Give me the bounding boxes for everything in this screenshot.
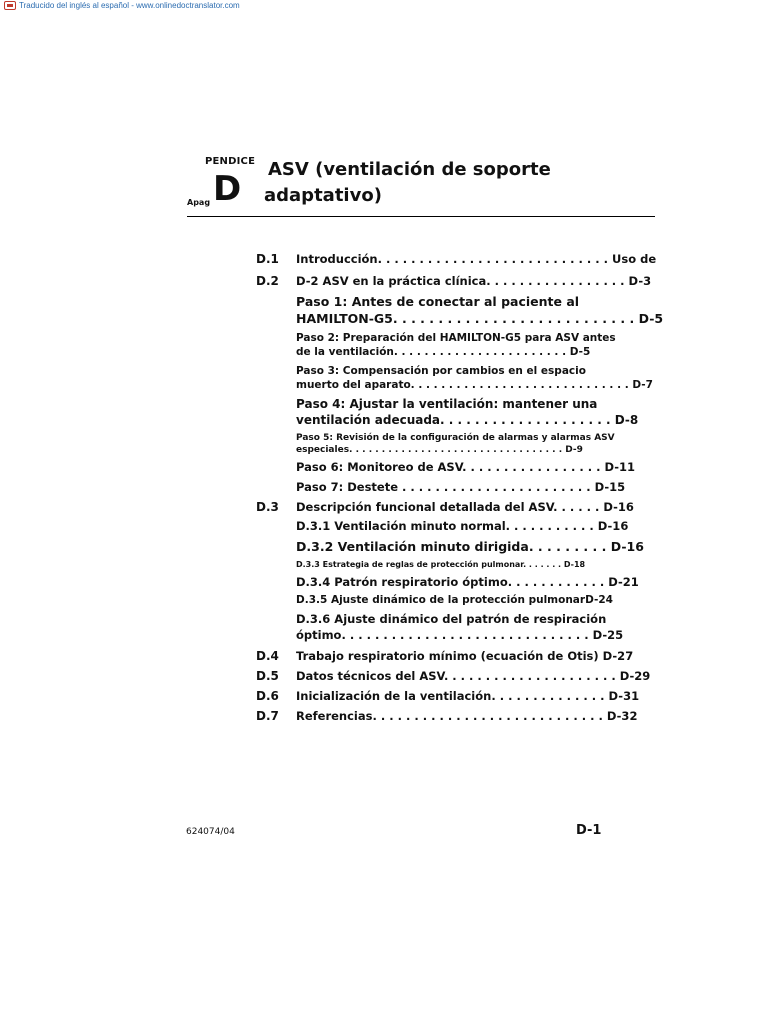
toc-entry-text [296,432,616,456]
toc-entry-text [296,364,653,392]
toc-entry-number: D.7 [256,709,279,723]
translator-banner-text[interactable]: Traducido del inglés al español - www.onlinedoctranslator.com [19,0,240,10]
toc-entry-line: Paso 6: Monitoreo de ASV. . . . . . . . . . . . . . . . . D-11 [296,460,635,474]
page-title [264,157,551,209]
toc-entry-text [296,708,637,724]
toc-entry-line: Datos técnicos del ASV. . . . . . . . . . . . . . . . . . . . . D-29 [296,669,651,683]
toc-entry-line: D.3.1 Ventilación minuto normal. . . . . . . . . . . D-16 [296,519,629,533]
toc-entry-line: Paso 3: Compensación por cambios en el espacio [296,365,586,377]
toc-entry [256,273,652,289]
toc-entry [256,364,653,392]
toc-entry-line: de la ventilación. . . . . . . . . . . . . . . . . . . . . . . D-5 [296,346,591,358]
toc-entry-text [296,559,616,570]
toc-entry [256,574,639,590]
toc-entry-text [296,331,616,359]
toc-entry-number: D.5 [256,669,279,683]
toc-entry-text [296,688,639,704]
toc-entry-line: Paso 5: Revisión de la configuración de alarmas y alarmas ASV [296,433,615,443]
page-number: D-1 [576,823,602,838]
toc-entry [256,331,616,359]
toc-entry [256,668,651,684]
toc-entry-number: D.3 [256,500,279,514]
appendix-word: PENDICE [205,156,256,167]
toc-entry-line: muerto del aparato. . . . . . . . . . . . . . . . . . . . . . . . . . . . . D-7 [296,379,653,391]
page-title-line-1: ASV (ventilación de soporte [268,159,551,180]
translator-logo-icon [4,1,16,10]
toc-entry-line: óptimo. . . . . . . . . . . . . . . . . . . . . . . . . . . . . . D-25 [296,628,624,642]
toc-entry-line: D.3.6 Ajuste dinámico del patrón de respiración [296,612,607,626]
toc-entry-text [296,518,628,534]
toc-entry-text [296,668,650,684]
toc-entry-number: D.2 [256,274,279,288]
toc-entry-line: Inicialización de la ventilación. . . . . . . . . . . . . . D-31 [296,689,640,703]
toc-entry [256,559,616,570]
toc-entry-text [296,574,639,590]
toc-entry [256,593,616,607]
toc-entry-number: D.1 [256,252,279,266]
toc-entry [256,479,626,495]
toc-entry-line: Referencias. . . . . . . . . . . . . . . . . . . . . . . . . . . . D-32 [296,709,638,723]
appendix-letter: D [213,169,242,209]
toc-entry-line: Paso 7: Destete . . . . . . . . . . . . . . . . . . . . . . . D-15 [296,480,626,494]
toc-entry [256,251,657,267]
toc-entry [256,708,638,724]
apag-label: Apag [187,198,211,207]
toc-entry [256,293,664,327]
toc-entry [256,432,616,456]
toc-entry-text [296,396,638,428]
toc-entry-line: D.3.2 Ventilación minuto dirigida. . . . . . . . . D-16 [296,539,644,554]
toc-entry-line: Introducción. . . . . . . . . . . . . . . . . . . . . . . . . . . . Uso de [296,252,657,266]
toc-entry [256,648,634,664]
toc-entry-text [296,648,633,664]
toc-entry-line: ventilación adecuada. . . . . . . . . . . . . . . . . . . . D-8 [296,413,639,427]
toc-entry-text [296,251,656,267]
toc-entry-line: D.3.5 Ajuste dinámico de la protección pulmonarD-24 [296,594,613,606]
toc-entry-line: D.3.3 Estrategia de reglas de protección pulmonar. . . . . . . D-18 [296,560,586,569]
toc-entry-text [296,611,623,643]
toc-entry [256,499,634,515]
toc-entry-line: D.3.4 Patrón respiratorio óptimo. . . . . . . . . . . . D-21 [296,575,639,589]
toc-entry-line: Paso 1: Antes de conectar al paciente al [296,294,580,309]
toc-entry-line: Paso 2: Preparación del HAMILTON-G5 para ASV antes [296,332,616,344]
toc-entry-text [296,538,644,555]
table-of-contents [256,247,664,724]
toc-entry-line: Trabajo respiratorio mínimo (ecuación de Otis) D-27 [296,649,634,663]
page-title-line-2: adaptativo) [264,185,382,206]
toc-entry-line: especiales. . . . . . . . . . . . . . . . . . . . . . . . . . . . . . . . . D-9 [296,445,583,455]
toc-entry-text [296,273,651,289]
toc-entry-text [296,479,625,495]
toc-entry-line: Descripción funcional detallada del ASV. . . . . . D-16 [296,500,634,514]
toc-entry-line: Paso 4: Ajustar la ventilación: mantener una [296,397,598,411]
toc-entry-text [296,499,634,515]
toc-entry [256,611,624,643]
toc-entry-number: D.6 [256,689,279,703]
toc-entry-line: HAMILTON-G5. . . . . . . . . . . . . . . . . . . . . . . . . . . D-5 [296,311,664,326]
toc-entry [256,688,640,704]
toc-entry [256,538,644,555]
toc-entry [256,459,635,475]
toc-entry-text [296,459,635,475]
translator-banner[interactable] [4,0,240,11]
toc-entry-line: D-2 ASV en la práctica clínica. . . . . . . . . . . . . . . . . D-3 [296,274,652,288]
toc-entry-text [296,593,616,607]
document-number: 624074/04 [186,827,235,837]
title-divider [187,216,655,217]
toc-entry-number: D.4 [256,649,279,663]
toc-entry [256,396,639,428]
toc-entry-text [296,293,663,327]
toc-entry [256,518,629,534]
